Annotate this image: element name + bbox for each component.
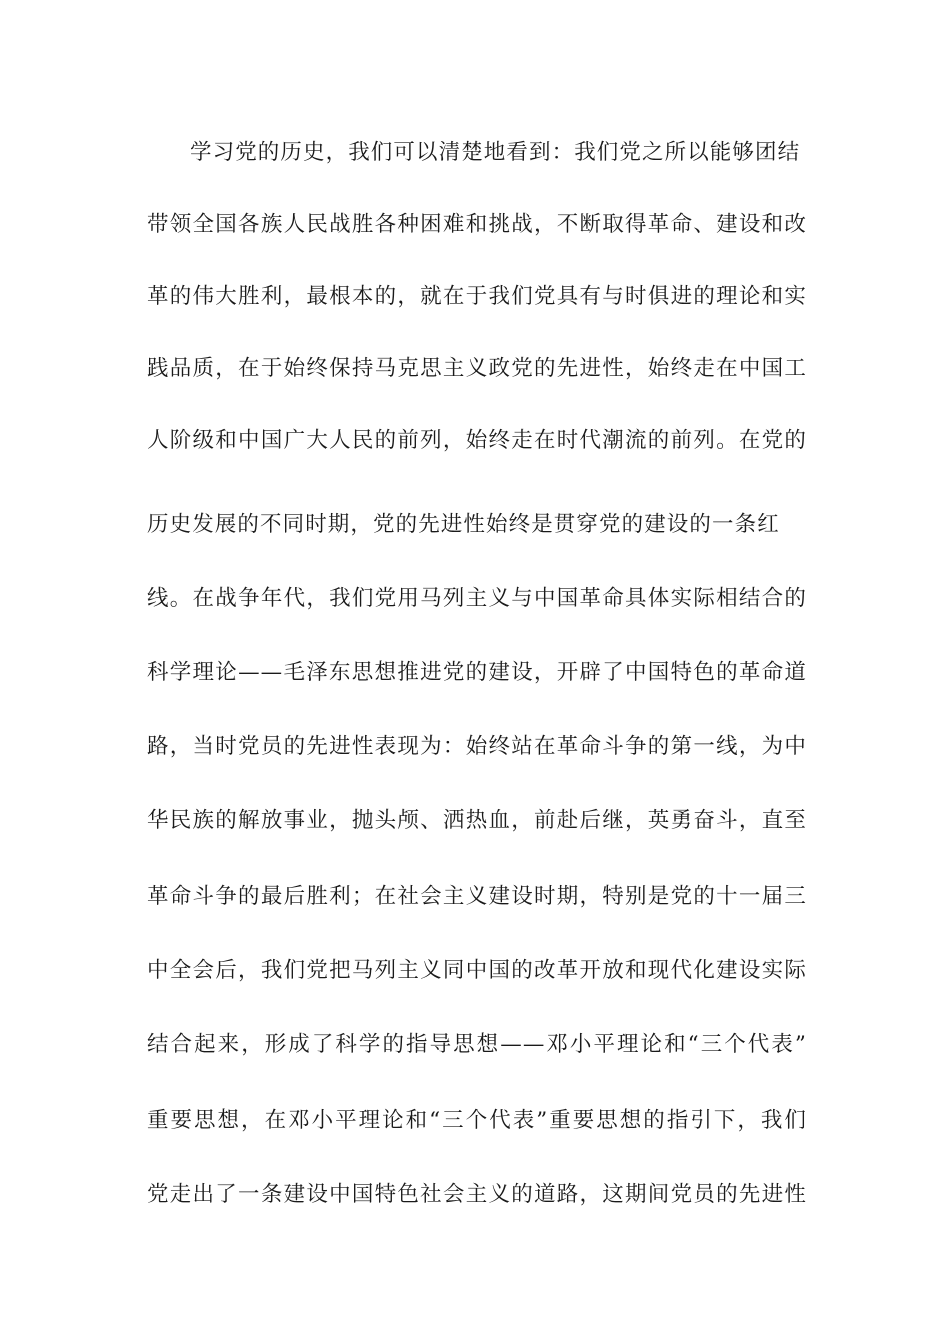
paragraph-line-8: 科学理论——毛泽东思想推进党的建设，开辟了中国特色的革命道	[147, 660, 807, 685]
paragraph-line-10: 华民族的解放事业，抛头颅、洒热血，前赴后继，英勇奋斗，直至	[147, 808, 807, 833]
paragraph-line-12: 中全会后，我们党把马列主义同中国的改革开放和现代化建设实际	[147, 958, 807, 983]
paragraph-line-13: 结合起来，形成了科学的指导思想——邓小平理论和“三个代表”	[147, 1032, 807, 1057]
paragraph-line-11: 革命斗争的最后胜利；在社会主义建设时期，特别是党的十一届三	[147, 884, 807, 909]
paragraph-line-9: 路，当时党员的先进性表现为：始终站在革命斗争的第一线，为中	[147, 734, 807, 759]
paragraph-line-2: 带领全国各族人民战胜各种困难和挑战，不断取得革命、建设和改	[147, 212, 807, 237]
paragraph-line-7: 线。在战争年代，我们党用马列主义与中国革命具体实际相结合的	[147, 586, 807, 611]
paragraph-line-14: 重要思想，在邓小平理论和“三个代表”重要思想的指引下，我们	[147, 1108, 807, 1133]
paragraph-line-5: 人阶级和中国广大人民的前列，始终走在时代潮流的前列。在党的	[147, 428, 807, 453]
paragraph-line-6: 历史发展的不同时期，党的先进性始终是贯穿党的建设的一条红	[147, 512, 780, 537]
paragraph-line-4: 践品质，在于始终保持马克思主义政党的先进性，始终走在中国工	[147, 356, 807, 381]
paragraph-line-1: 学习党的历史，我们可以清楚地看到：我们党之所以能够团结	[190, 140, 801, 165]
paragraph-line-15: 党走出了一条建设中国特色社会主义的道路，这期间党员的先进性	[147, 1182, 807, 1207]
paragraph-line-3: 革的伟大胜利，最根本的，就在于我们党具有与时俱进的理论和实	[147, 284, 807, 309]
